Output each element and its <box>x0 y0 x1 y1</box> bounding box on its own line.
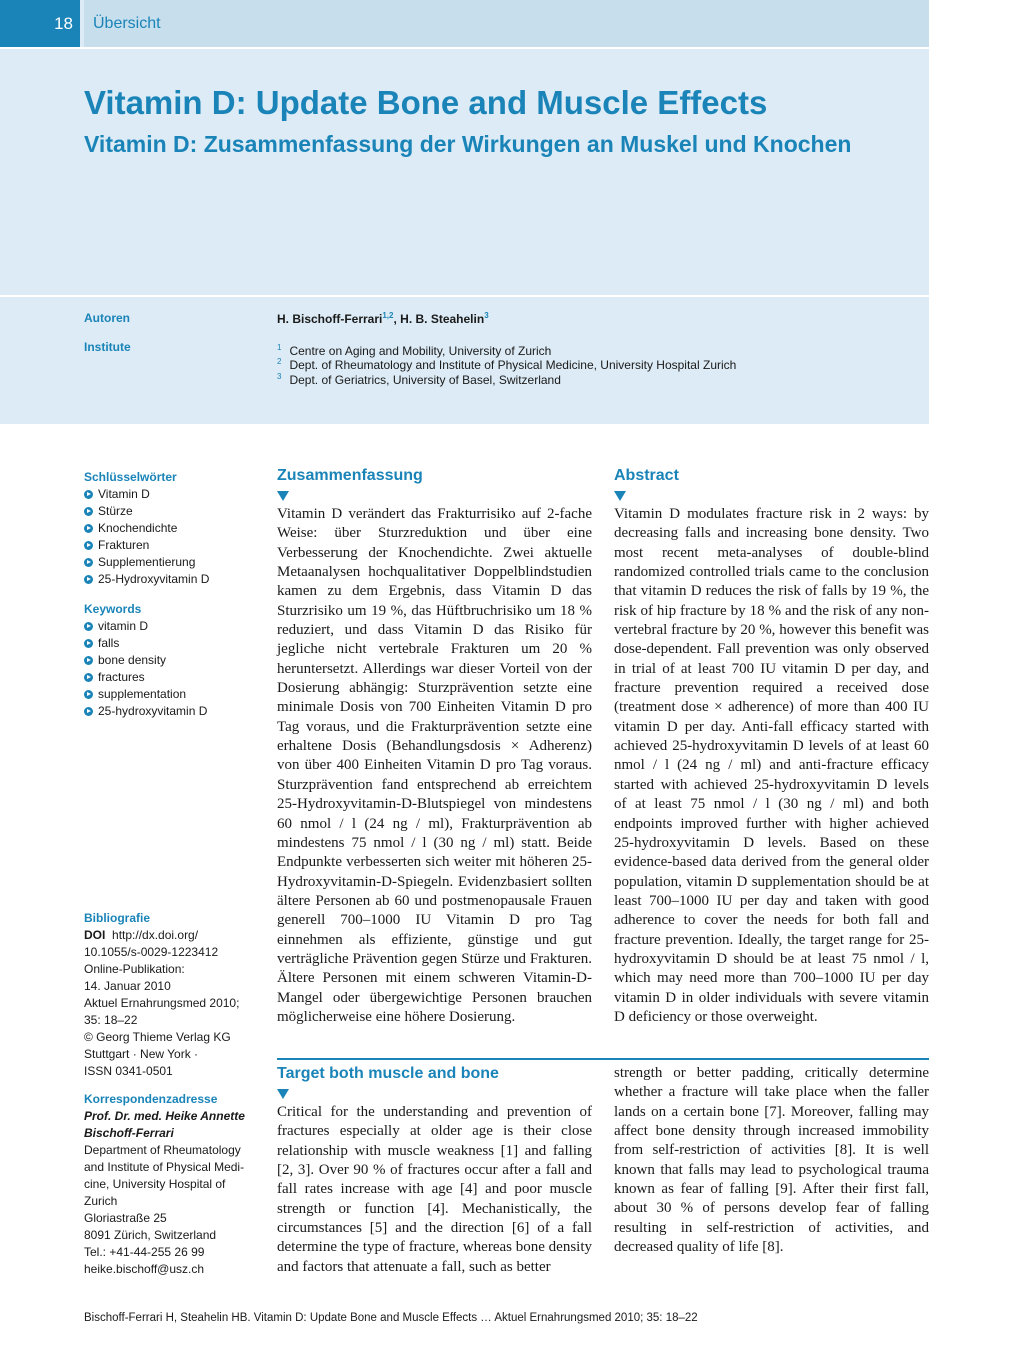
institute-line <box>277 370 561 387</box>
zusammenfassung-text: Vitamin D verändert das Frakturrisiko auf 2-fache Weise: über Sturzreduktion und über eine Verbesserung der Knochendichte. Zwei aktuelle Metaanalysen hochqualitativer Doppelblindstudien kamen zu dem Ergebnis, dass Vitamin D das Sturzrisiko um 19 %, das Hüftbruchrisiko um 18 % reduziert, und dass Vitamin D das Risiko für jegliche nicht vertebrale Frakturen um 20 % heruntersetzt. Allerdings war dieser Vorteil von der Dosierung abhängig: Sturzprävention setzte eine minimale Dosis von 700 Einheiten Vitamin D pro Tag voraus, und die Frakturprävention setzte eine erhaltene Dosis (Behandlungsdosis × Adherenz) von über 400 Einheiten Vitamin D pro Tag voraus. Sturzprävention fand entsprechend ab erreichtem 25-Hydroxyvitamin-D-Blutspiegel von mindestens 60 nmol / l (24 ng / ml), Frakturprävention ab mindestens 75 nmol / l (30 ng / ml) statt. Beide Endpunkte verbesserten sich weiter mit höheren 25-Hydroxyvitamin-D-Spiegeln. Evidenzbasiert sollten ältere Personen ab 60 und postmenopausale Frauen generell 700–1000 IU Vitamin D pro Tag einnehmen als effiziente, günstige und gut verträgliche Prävention gegen Stürze und Frakturen. Ältere Personen mit einem schweren Vitamin-D-Mangel oder übergewichtige Personen brauchen möglicherweise eine höhere Dosierung. <box>277 506 592 1025</box>
author-name: H. B. Steahelin <box>400 312 485 326</box>
footer-citation: Bischoff-Ferrari H, Steahelin HB. Vitamin D: Update Bone and Muscle Effects … Aktuel Ernahrungsmed 2010; 35: 18–22 <box>84 1312 698 1324</box>
keyword-text: falls <box>98 636 120 650</box>
section-body-left <box>277 1103 592 1277</box>
zusammenfassung-heading: Zusammenfassung <box>277 467 423 484</box>
address-line: Zurich <box>84 1194 118 1208</box>
abstract-body <box>614 505 929 1027</box>
keywords-de <box>84 469 259 588</box>
zusammenfassung-body <box>277 505 592 1027</box>
author-name: H. Bischoff-Ferrari <box>277 312 383 326</box>
authors-label: Autoren <box>84 311 130 325</box>
keyword-text: vitamin D <box>98 619 149 633</box>
page-number: 18 <box>0 0 80 47</box>
keywords-en <box>84 601 259 720</box>
abstract-text: Vitamin D modulates fracture risk in 2 ways: by decreasing falls and increasing bone density. Two most recent meta-analyses of double-blind randomized controlled trials came to the conclusion that vitamin D reduces the risk of falls by 19 %, the risk of hip fracture by 18 % and the risk of any non-vertebral fracture by 20 %, however this benefit was dose-dependent. Fall prevention was only observed in trial of at least 700 IU vitamin D per day, and fracture prevention required a received dose (treatment dose × adherence) of more than 400 IU vitamin D per day. Anti-fall efficacy started with achieved 25-hydroxyvitamin D levels of at least 60 nmol / l (24 ng / ml) and anti-fracture efficacy started with achieved 25-hydroxyvitamin D levels of at least 75 nmol / l (30 ng / ml) and both endpoints improved further with higher achieved 25-hydroxyvitamin D levels. Based on these evidence-based data derived from the general older population, vitamin D supplementation should be at least 700–1000 IU per day and taken with good adherence to cover the needs for both fall and fracture prevention. Ideally, the target range for 25-hydroxyvitamin D should be at least 75 nmol / l, which may need more than 700–1000 IU per day vitamin D in older individuals with severe vitamin D deficiency or those overweight. <box>614 506 929 1025</box>
bullet-arrow-icon <box>84 541 93 550</box>
biblio-line: Online-Publikation: <box>84 962 185 976</box>
keyword-text: Stürze <box>98 504 133 518</box>
biblio-line: © Georg Thieme Verlag KG <box>84 1030 231 1044</box>
keyword-text: 25-hydroxyvitamin D <box>98 704 208 718</box>
heading-arrow-icon <box>614 491 626 501</box>
correspondence-name: Prof. Dr. med. Heike Annette Bischoff-Ferrari <box>84 1109 245 1140</box>
institute-text: Centre on Aging and Mobility, University of Zurich <box>289 344 552 358</box>
keyword-text: Vitamin D <box>98 487 150 501</box>
institute-text: Dept. of Geriatrics, University of Basel, Switzerland <box>289 373 561 387</box>
bullet-arrow-icon <box>84 690 93 699</box>
bullet-arrow-icon <box>84 490 93 499</box>
address-line: cine, University Hospital of <box>84 1177 226 1191</box>
keywords-de-list <box>84 486 259 588</box>
biblio-line: 10.1055/s-0029-1223412 <box>84 945 219 959</box>
affiliation-ref: 3 <box>484 311 489 320</box>
bullet-arrow-icon <box>84 622 93 631</box>
institute-number: 3 <box>277 372 282 381</box>
divider <box>0 47 929 49</box>
bullet-arrow-icon <box>84 707 93 716</box>
heading-arrow-icon <box>277 1089 289 1099</box>
keyword-item <box>84 652 259 669</box>
bullet-arrow-icon <box>84 575 93 584</box>
keyword-text: 25-Hydroxyvitamin D <box>98 572 210 586</box>
body-text: Critical for the understanding and prevention of fractures especially at older age is their close relationship with muscle weakness [1] and falling [2, 3]. Over 90 % of fractures occur after a fall and fall rates increase with age [4] and poor muscle strength or function [4]. Mechanistically, the circumstances [5] and the direction [6] of a fall determine the type of fracture, whereas bone density and factors that attenuate a fall, such as better <box>277 1104 592 1275</box>
biblio-line: 14. Januar 2010 <box>84 979 171 993</box>
bibliography-heading: Bibliografie <box>84 911 151 925</box>
author-separator: , <box>393 312 401 326</box>
affiliation-ref: 1,2 <box>382 311 394 320</box>
heading-arrow-icon <box>277 491 289 501</box>
keyword-item <box>84 571 259 588</box>
page-subtitle: Vitamin D: Zusammenfassung der Wirkungen an Muskel und Knochen <box>84 131 852 157</box>
biblio-line: ISSN 0341-0501 <box>84 1064 173 1078</box>
bullet-arrow-icon <box>84 656 93 665</box>
abstract-heading: Abstract <box>614 467 679 484</box>
address-line: Gloriastraße 25 <box>84 1211 167 1225</box>
bibliography <box>84 910 259 1080</box>
bullet-arrow-icon <box>84 673 93 682</box>
address-line: Department of Rheumatology <box>84 1143 241 1157</box>
biblio-line: 35: 18–22 <box>84 1013 138 1027</box>
bullet-arrow-icon <box>84 524 93 533</box>
section-label: Übersicht <box>84 0 929 47</box>
bullet-arrow-icon <box>84 507 93 516</box>
keyword-text: bone density <box>98 653 167 667</box>
section-heading: Target both muscle and bone <box>277 1065 499 1082</box>
section-body-right <box>614 1064 929 1257</box>
keywords-en-list <box>84 618 259 720</box>
address-line: 8091 Zürich, Switzerland <box>84 1228 217 1242</box>
keywords-de-heading: Schlüsselwörter <box>84 470 177 484</box>
address-line: and Institute of Physical Medi- <box>84 1160 245 1174</box>
biblio-line: Stuttgart · New York · <box>84 1047 199 1061</box>
keyword-item <box>84 520 259 537</box>
keyword-text: Supplementierung <box>98 555 196 569</box>
institute-text: Dept. of Rheumatology and Institute of Physical Medicine, University Hospital Zurich <box>289 358 737 372</box>
keyword-item <box>84 703 259 720</box>
section-rule <box>277 1058 929 1060</box>
keyword-text: Frakturen <box>98 538 150 552</box>
keyword-text: fractures <box>98 670 145 684</box>
keyword-item <box>84 486 259 503</box>
email-link[interactable]: heike.bischoff@usz.ch <box>84 1262 205 1276</box>
keyword-item <box>84 537 259 554</box>
keyword-item <box>84 503 259 520</box>
body-text: strength or better padding, critically determine whether a fracture will take place when the faller lands on a certain bone [7]. Moreover, falling may affect bone density through increased immobility from self-restriction of activities [8]. It is well known that falls may lead to psychological trauma known as fear of falling [9]. After their first fall, about 30 % of persons develop fear of falling resulting in self-restriction of activities, and decreased quality of life [8]. <box>614 1065 929 1256</box>
keyword-text: Knochendichte <box>98 521 178 535</box>
page-title: Vitamin D: Update Bone and Muscle Effects <box>84 84 768 121</box>
keyword-item <box>84 554 259 571</box>
keyword-text: supplementation <box>98 687 187 701</box>
institute-label: Institute <box>84 340 131 354</box>
keyword-item <box>84 618 259 635</box>
doi-label: DOI <box>84 928 106 942</box>
keyword-item <box>84 669 259 686</box>
correspondence-heading: Korrespondenzadresse <box>84 1092 218 1106</box>
divider <box>0 295 929 297</box>
institute-number: 1 <box>277 343 282 352</box>
correspondence <box>84 1091 254 1278</box>
keywords-en-heading: Keywords <box>84 602 142 616</box>
doi-line <box>84 927 259 944</box>
institute-number: 2 <box>277 357 282 366</box>
bullet-arrow-icon <box>84 639 93 648</box>
bullet-arrow-icon <box>84 558 93 567</box>
authors <box>277 311 489 326</box>
phone-line: Tel.: +41-44-255 26 99 <box>84 1245 205 1259</box>
keyword-item <box>84 686 259 703</box>
doi-link[interactable]: http://dx.doi.org/ <box>112 928 199 942</box>
biblio-line: Aktuel Ernahrungsmed 2010; <box>84 996 240 1010</box>
keyword-item <box>84 635 259 652</box>
